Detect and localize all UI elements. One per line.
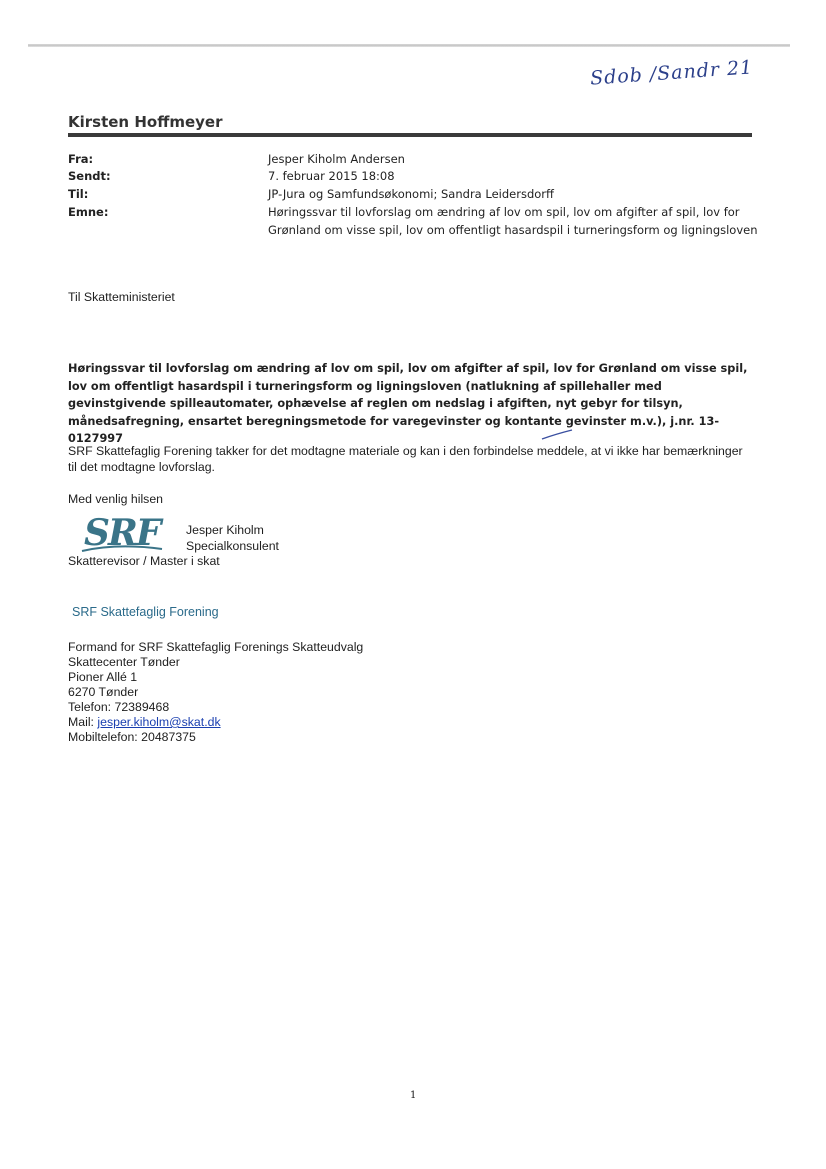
contact-mail-row [68,715,363,730]
top-divider [28,44,790,47]
to-label: Til: [68,187,89,201]
header-divider [68,133,752,137]
contact-mobile: Mobiltelefon: 20487375 [68,730,196,744]
response-paragraph: SRF Skattefaglig Forening takker for det modtagne materiale og kan i den forbindelse meddele, at vi ikke har bemærkninger til det modtagne lovforslag. [68,444,743,474]
contact-role: Formand for SRF Skattefaglig Forenings Skatteudvalg [68,640,364,654]
contact-city: 6270 Tønder [68,685,139,699]
from-label: Fra: [68,152,94,166]
handwritten-note: Sdob /Sandr 21 [589,56,754,90]
signer-title: Specialkonsulent [186,538,279,553]
contact-block [68,640,363,745]
signer-subtitle: Skatterevisor / Master i skat [68,554,220,568]
closing: Med venlig hilsen [68,492,164,506]
to-value: JP-Jura og Samfundsøkonomi; Sandra Leidersdorff [268,187,554,201]
sender-name: Kirsten Hoffmeyer [68,113,223,131]
contact-phone: Telefon: 72389468 [68,700,170,714]
salutation: Til Skatteministeriet [68,290,175,304]
sent-label: Sendt: [68,169,111,183]
contact-street: Pioner Allé 1 [68,670,138,684]
page-number: 1 [410,1090,417,1101]
pen-mark [540,428,574,442]
signature-block [186,523,279,554]
subject-value: Høringssvar til lovforslag om ændring af lov om spil, lov om afgifter af spil, lov for Grønland om visse spil, lov om offentligt hasardspil i turneringsform og ligningsloven [268,205,758,237]
srf-logo-text: SRF [84,512,160,554]
mail-label: Mail: [68,715,98,729]
mail-link[interactable]: jesper.kiholm@skat.dk [97,715,221,729]
company-name: SRF Skattefaglig Forening [72,605,219,619]
contact-office: Skattecenter Tønder [68,655,180,669]
from-value: Jesper Kiholm Andersen [268,152,405,166]
sent-value: 7. februar 2015 18:08 [268,169,395,183]
srf-logo [78,507,168,555]
signer-name: Jesper Kiholm [186,523,264,537]
subject-label: Emne: [68,205,109,219]
subject-paragraph: Høringssvar til lovforslag om ændring af lov om spil, lov om afgifter af spil, lov for Grønland om visse spil, lov om offentligt hasardspil i turneringsform og ligningsloven (natlukning af spillehaller med gevinstgivende spilleautomater, ophævelse af reglen om nedslag i afgiften, nyt gebyr for tilsyn, månedsafregning, ensartet beregningsmetode for varegevinster og kontante gevinster m.v.), j.nr. 13-0127997 [68,362,748,445]
